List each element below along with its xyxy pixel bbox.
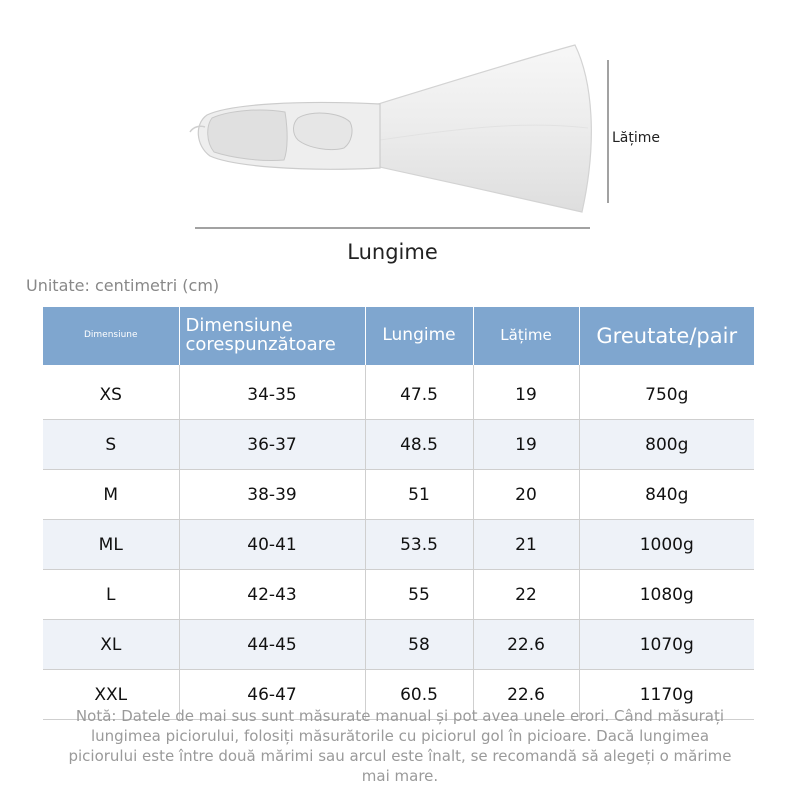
cell-size: S: [43, 420, 179, 470]
cell-width: 22.6: [473, 670, 579, 720]
fin-illustration: [0, 0, 800, 270]
cell-width: 20: [473, 470, 579, 520]
header-foot-size: Dimensiune corespunzătoare: [179, 307, 365, 365]
cell-weight: 1000g: [579, 520, 754, 570]
unit-label: Unitate: centimetri (cm): [26, 276, 220, 295]
fin-heel-opening: [208, 110, 287, 161]
cell-length: 53.5: [365, 520, 473, 570]
header-size: Dimensiune: [43, 307, 179, 365]
cell-width: 22.6: [473, 620, 579, 670]
cell-size: ML: [43, 520, 179, 570]
cell-foot-size: 44-45: [179, 620, 365, 670]
width-label: Lățime: [612, 130, 661, 146]
cell-foot-size: 34-35: [179, 365, 365, 420]
header-length: Lungime: [365, 307, 473, 365]
cell-size: XL: [43, 620, 179, 670]
table-row: [43, 570, 754, 620]
header-width: Lățime: [473, 307, 579, 365]
cell-weight: 840g: [579, 470, 754, 520]
cell-weight: 750g: [579, 365, 754, 420]
table-row: [43, 520, 754, 570]
cell-length: 58: [365, 620, 473, 670]
table-header-row: [43, 307, 754, 365]
cell-foot-size: 36-37: [179, 420, 365, 470]
fin-blade: [375, 45, 591, 212]
cell-size: XXL: [43, 670, 179, 720]
cell-foot-size: 40-41: [179, 520, 365, 570]
cell-length: 55: [365, 570, 473, 620]
cell-length: 48.5: [365, 420, 473, 470]
cell-size: M: [43, 470, 179, 520]
cell-weight: 1080g: [579, 570, 754, 620]
cell-width: 19: [473, 420, 579, 470]
cell-length: 60.5: [365, 670, 473, 720]
cell-size: L: [43, 570, 179, 620]
cell-length: 51: [365, 470, 473, 520]
table-row: [43, 365, 754, 420]
cell-width: 19: [473, 365, 579, 420]
cell-foot-size: 46-47: [179, 670, 365, 720]
cell-weight: 1170g: [579, 670, 754, 720]
size-chart-table: [43, 307, 754, 720]
length-label: Lungime: [347, 240, 438, 264]
table-row: [43, 420, 754, 470]
cell-length: 47.5: [365, 365, 473, 420]
cell-weight: 800g: [579, 420, 754, 470]
header-weight: Greutate/pair: [579, 307, 754, 365]
cell-foot-size: 42-43: [179, 570, 365, 620]
cell-size: XS: [43, 365, 179, 420]
cell-width: 22: [473, 570, 579, 620]
measurement-note: Notă: Datele de mai sus sunt măsurate manual și pot avea unele erori. Când măsurați lungimea piciorului, folosiți măsurătorile cu piciorul gol în picioare. Dacă lungimea piciorului este între două mărimi sau arcul este înalt, se recomandă să alegeți o mărime mai mare.: [68, 707, 732, 785]
table-row: [43, 470, 754, 520]
fin-drawing: [0, 0, 800, 270]
table-row: [43, 620, 754, 670]
cell-weight: 1070g: [579, 620, 754, 670]
cell-foot-size: 38-39: [179, 470, 365, 520]
cell-width: 21: [473, 520, 579, 570]
